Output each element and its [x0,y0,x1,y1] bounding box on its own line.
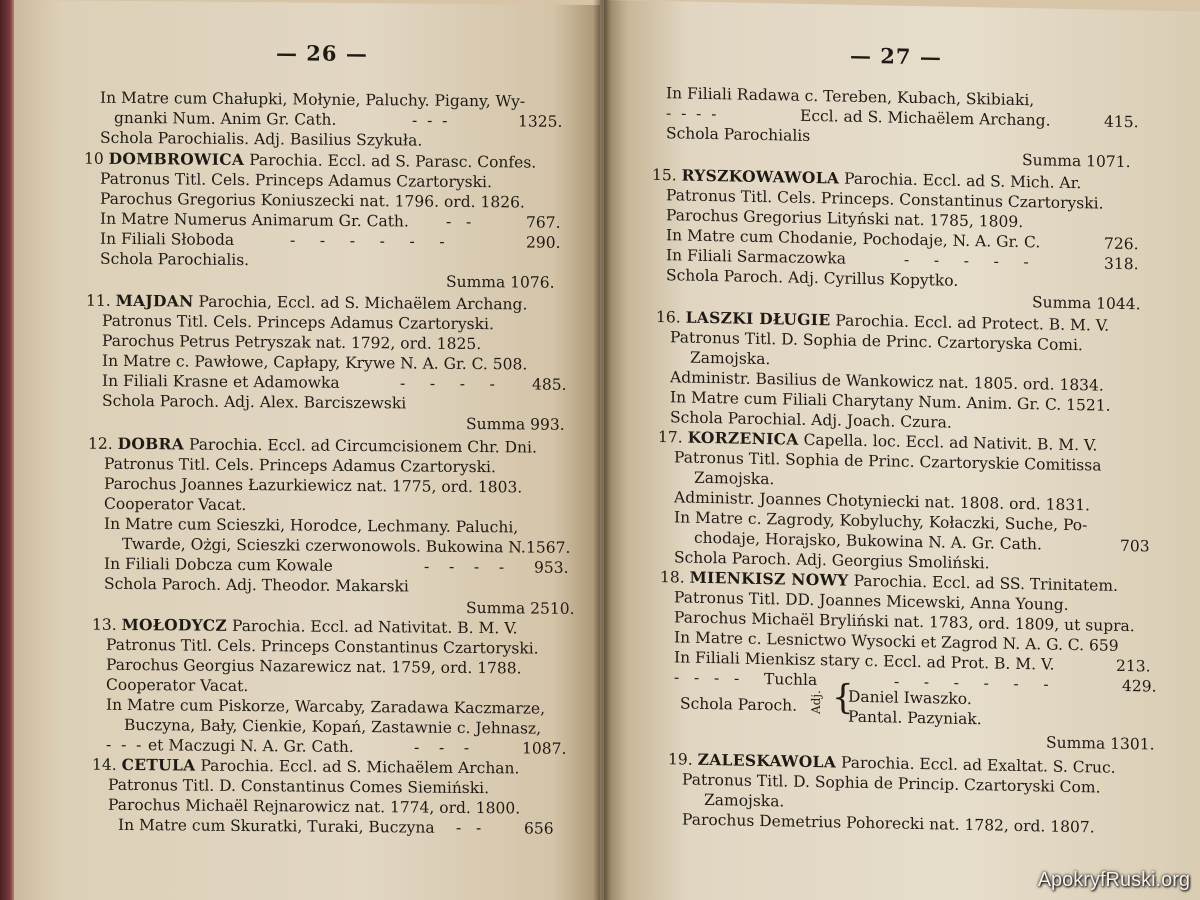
text-line: Buczyna, Bały, Cienkie, Kopań, Zastawnie c. Jehnasz, [124,715,542,738]
count-value: 213. [1116,656,1151,676]
text-line: chodaje, Horajsko, Bukowina N. A. Gr. Cath. [694,528,1042,554]
watermark: ApokryfRuski.org [1037,869,1190,891]
count-value: 767. [526,213,561,232]
text-line: Eccl. ad S. Michaëlem Archang. [800,106,1051,130]
leader-dashes: - - - - - - [290,231,445,251]
leader-dashes: - - - - [400,374,495,394]
text-line: In Filiali Radawa c. Tereben, Kubach, Skibiaki, [666,84,1035,110]
text-line: Parochus Joannes Łazurkiewicz nat. 1775, ord. 1803. [104,474,523,497]
leader-dashes: - - - [414,738,470,757]
text-line: In Filiali Sarmaczowka [666,246,847,268]
text-line: Patronus Titl. Cels. Princeps Adamus Czartoryski. [100,169,492,192]
text-line: In Filiali Dobcza cum Kowale [104,554,333,575]
text-line: Schola Paroch. Adj. Theodor. Makarski [104,574,409,596]
text-line: Schola Paroch. Adj. Georgius Smoliński. [674,548,990,573]
text-line: Parochus Michaël Bryliński nat. 1783, ord. 1809, ut supra. [674,608,1135,636]
text-line: Patronus Titl. Cels. Princeps. Constantinus Czartoryski. [666,186,1104,213]
adj-vertical-label: Adj. [808,689,823,715]
text-line: gnanki Num. Anim Gr. Cath. [114,108,337,129]
brace: { [832,677,854,718]
leader-dashes: - - - [106,735,142,755]
count-value: 953. [534,558,569,577]
text-line: Administr. Joannes Chotyniecki nat. 1808. ord. 1831. [674,488,1090,515]
leader-dashes: - - [446,212,472,231]
text-line: 15. RYSZKOWAWOLA Parochia. Eccl. ad S. Mich. Ar. [652,165,1082,193]
text-line: Parochus Petrus Petryszak nat. 1792, ord. 1825. [102,331,482,354]
count-value: 1087. [522,739,567,758]
leader-dashes: - - - - [666,104,717,124]
text-line: Schola Parochialis. Adj. Basilius Szykuła. [100,128,423,150]
text-line: In Matre cum Filiali Charytany Num. Anim. Gr. C. 1521. [670,388,1111,415]
text-line: In Matre c. Lesnictwo Wysocki et Zagrod N. A. G. C. 659 [674,628,1119,655]
leader-dashes: - - - - [674,668,740,688]
count-value: 415. [1104,112,1139,132]
text-line: 17. KORZENICA Capella. loc. Eccl. ad Nativit. B. M. V. [658,427,1098,455]
text-line: Patronus Titl. D. Sophia de Princ. Czartoryska Comi. [670,328,1083,355]
text-line: Schola Parochialis. [100,249,250,270]
text-line: In Matre cum Skuratki, Turaki, Buczyna [118,815,435,837]
count-value: 485. [532,375,567,394]
leader-dashes: - - - - [424,557,505,577]
text-line: et Maczugi N. A. Gr. Cath. [148,736,354,756]
text-line: Parochus Michaël Rejnarowicz nat. 1774, ord. 1800. [108,795,521,818]
text-line: 11. MAJDAN Parochia, Eccl. ad S. Michaëlem Archang. [86,290,528,314]
summa-line: Summa 993. [466,414,565,434]
text-line: Daniel Iwaszko. [848,687,972,709]
book-gutter [593,0,611,900]
count-value: 429. [1122,676,1157,696]
text-line: Parochus Gregorius Lityński nat. 1785, 1809. [666,206,1024,232]
page-number: — 27 — [850,42,942,70]
summa-line: Summa 2510. [466,598,575,618]
text-line: In Matre c. Pawłowe, Capłapy, Krywe N. A. Gr. C. 508. [102,351,528,374]
text-line: In Matre cum Chodanie, Pochodaje, N. A. Gr. C. [666,226,1041,252]
text-line: In Filiali Mienkisz stary c. Eccl. ad Prot. B. M. V. [674,648,1055,674]
text-line: Schola Parochialis [666,124,811,145]
leader-dashes: - - - - - [904,250,1029,272]
count-value: 318. [1104,254,1139,274]
text-line: Schola Paroch. Adj. Cyrillus Kopytko. [666,266,959,290]
text-line: Parochus Georgius Nazarewicz nat. 1759, ord. 1788. [106,655,522,678]
text-line: In Filiali Słoboda [100,229,235,249]
summa-line: Summa 1071. [1022,151,1131,172]
text-line: Patronus Titl. D. Constantinus Comes Siemiński. [108,775,490,798]
leader-dashes: - - - [412,111,448,130]
count-value: 1567. [526,538,571,557]
summa-line: Summa 1301. [1046,733,1155,754]
text-line: Pantal. Pazyniak. [848,707,982,729]
text-line: Zamojska. [694,468,775,489]
text-line: Parochus Demetrius Pohorecki nat. 1782, ord. 1807. [682,810,1095,837]
text-line: Schola Parochial. Adj. Joach. Czura. [670,408,952,432]
text-line: Parochus Gregorius Koniuszecki nat. 1796. ord. 1826. [100,189,525,212]
text-line: Patronus Titl. DD. Joannes Micewski, Anna Young. [674,588,1069,614]
text-line: Patronus Titl. D. Sophia de Princip. Czartoryski Com. [682,770,1101,797]
text-line: 16. LASZKI DŁUGIE Parochia. Eccl. ad Protect. B. M. V. [656,307,1110,335]
text-line: 13. MOŁODYCZ Parochia. Eccl. ad Nativitat. B. M. V. [92,614,518,638]
text-line: 19. ZALESKAWOLA Parochia. Eccl. ad Exaltat. S. Cruc. [668,749,1116,777]
page-number: — 26 — [276,40,368,67]
summa-line: Summa 1044. [1032,293,1141,314]
text-line: Zamojska. [690,348,771,369]
text-line: In Matre cum Chałupki, Mołynie, Paluchy. Pigany, Wy- [100,88,526,111]
text-line: Cooperator Vacat. [106,675,249,696]
left-page [14,0,600,900]
text-line: Patronus Titl. Cels. Princeps Constantinus Czartoryski. [106,635,539,658]
text-line: In Matre cum Piskorze, Warcaby, Zaradawa Kaczmarze, [106,695,546,718]
leader-dashes: - - [456,818,482,838]
text-line: Administr. Basilius de Wankowicz nat. 1805. ord. 1834. [670,368,1104,395]
text-line: 18. MIENKISZ NOWY Parochia. Eccl. ad SS. Trinitatem. [660,567,1118,595]
leader-dashes: - - - - - - [894,672,1049,694]
text-line: Tuchla [764,670,818,690]
text-line: Zamojska. [704,790,785,811]
count-value: 290. [526,233,561,252]
count-value: 726. [1104,234,1139,254]
text-line: Patronus Titl. Cels. Princeps Adamus Czartoryski. [102,311,494,334]
count-value: 656 [524,819,554,838]
right-page [604,0,1200,900]
text-line: 10 DOMBROWICA Parochia. Eccl. ad S. Parasc. Confes. [84,148,537,172]
summa-line: Summa 1076. [446,272,555,292]
text-line: Cooperator Vacat. [104,494,247,515]
text-line: 14. CETULA Parochia. Eccl. ad S. Michaëlem Archan. [92,754,520,778]
text-line: In Matre c. Zagrody, Kobyluchy, Kołaczki, Suche, Po- [674,508,1088,535]
text-line: In Matre cum Scieszki, Horodce, Lechmany. Paluchi, [104,514,519,537]
text-line: In Filiali Krasne et Adamowka [102,371,340,392]
text-line: 12. DOBRA Parochia. Eccl. ad Circumcisionem Chr. Dni. [88,433,537,457]
count-value: 703 [1120,536,1150,556]
text-line: In Matre Numerus Animarum Gr. Cath. [100,209,409,231]
text-line: Twarde, Ożgi, Scieszki czerwonowols. Bukowina N. [122,534,526,557]
text-line: Patronus Titl. Cels. Princeps Adamus Czartoryski. [104,454,496,477]
count-value: 1325. [518,112,563,131]
text-line: Schola Paroch. Adj. Alex. Barciszewski [102,391,407,413]
text-line: Schola Paroch. [680,694,798,715]
text-line: Patronus Titl. Sophia de Princ. Czartoryskie Comitissa [674,448,1102,475]
